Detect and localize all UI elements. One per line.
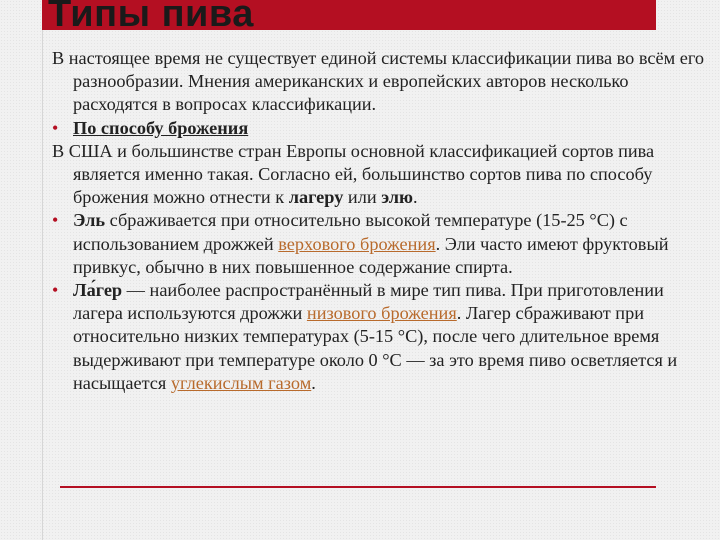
- lager-term: лагеру: [288, 187, 344, 208]
- bottom-rule: [60, 486, 656, 488]
- lager-end: .: [311, 372, 316, 393]
- ale-term: элю: [381, 187, 413, 208]
- top-fermentation-link[interactable]: верхового брожения: [278, 233, 436, 254]
- ale-heading: Эль: [73, 210, 106, 231]
- bullet-icon: •: [52, 117, 59, 138]
- intro-paragraph: В настоящее время не существует единой системы классификации пива во всём его разнообразии. Мнения американских и европейских авторов несколько расходятся в вопросах классификации.: [52, 48, 705, 115]
- bullet-lager: [52, 279, 712, 395]
- bullet-fermentation-label: По способу брожения: [73, 117, 249, 138]
- lager-heading: Ла́гер: [73, 280, 123, 301]
- lager-text-1: — наиболее распространённый в мире тип пива. При приготовлении лагера используются дрожжи: [73, 280, 664, 324]
- carbon-dioxide-link[interactable]: углекислым газом: [170, 372, 312, 393]
- bullet-fermentation: [52, 117, 712, 140]
- bullet-ale: [52, 209, 712, 279]
- ale-text-1: сбраживается при относительно высокой температуре (15-25 °С) с использованием дрожжей: [73, 210, 628, 254]
- para2-end: .: [413, 187, 418, 208]
- bottom-fermentation-link[interactable]: низового брожения: [306, 303, 457, 324]
- ale-text-2: . Эли часто имеют фруктовый привкус, обычно в них повышенное содержание спирта.: [73, 233, 669, 277]
- lager-text-2: . Лагер сбраживают при относительно низких температурах (5-15 °С), после чего длительное время выдерживают при температуре около 0 °С — за это время пиво осветляется и насыщается: [73, 303, 678, 393]
- left-divider: [42, 30, 43, 540]
- fermentation-text: В США и большинстве стран Европы основной классификацией сортов пива является именно такая. Согласно ей, большинство сортов пива по способу брожения можно отнести к: [52, 140, 655, 208]
- slide-content: [52, 47, 712, 395]
- bullet-icon: •: [52, 210, 59, 231]
- fermentation-paragraph: [52, 140, 712, 210]
- bullet-icon: •: [52, 280, 59, 301]
- slide-title: Типы пива: [48, 0, 254, 35]
- or-text: или: [343, 187, 382, 208]
